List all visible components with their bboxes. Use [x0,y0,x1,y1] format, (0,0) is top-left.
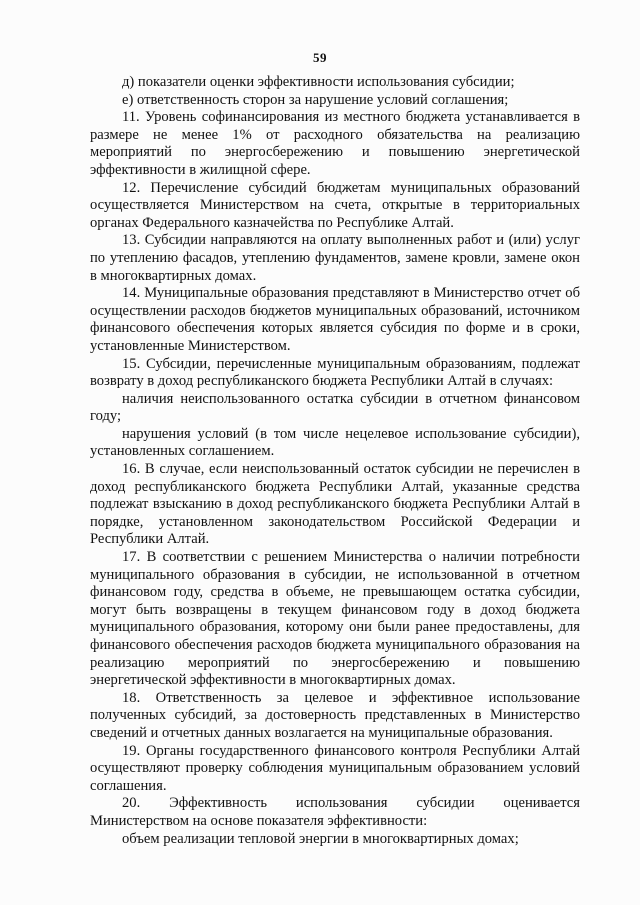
paragraph-15: 15. Субсидии, перечисленные муниципальным образованиям, подлежат возврату в доход республиканского бюджета Республики Алтай в случаях: [90,355,580,390]
paragraph-13: 13. Субсидии направляются на оплату выполненных работ и (или) услуг по утеплению фасадов, утеплению фундаментов, замене кровли, замене окон в многоквартирных домах. [90,232,580,284]
document-body [90,74,580,848]
paragraph-11: 11. Уровень софинансирования из местного бюджета устанавливается в размере не менее 1% от расходного обязательства на реализацию мероприятий по энергосбережению и повышению энергетической эффективности в жилищной сфере. [90,109,580,178]
paragraph-20: 20. Эффективность использования субсидии оценивается Министерством на основе показателя эффективности: [90,795,580,829]
paragraph-15-case-1: наличия неиспользованного остатка субсидии в отчетном финансовом году; [90,390,580,425]
paragraph-14: 14. Муниципальные образования представляют в Министерство отчет об осуществлении расходов бюджетов муниципальных образований, источником финансового обеспечения которых является субсидия по форме и в сроки, установленные Министерством. [90,285,580,354]
page-number: 59 [313,50,327,65]
paragraph-19: 19. Органы государственного финансового контроля Республики Алтай осуществляют проверку соблюдения муниципальным образованием условий соглашения. [90,742,580,794]
paragraph-12: 12. Перечисление субсидий бюджетам муниципальных образований осуществляется Министерством на счета, открытые в территориальных органах Федерального казначейства по Республике Алтай. [90,179,580,231]
paragraph-18: 18. Ответственность за целевое и эффективное использование полученных субсидий, за достоверность представленных в Министерство сведений и отчетных данных возлагается на муниципальные образования. [90,689,580,741]
paragraph-item-d: д) показатели оценки эффективности использования субсидии; [122,74,515,90]
paragraph-16: 16. В случае, если неиспользованный остаток субсидии не перечислен в доход республиканского бюджета Республики Алтай, указанные средства подлежат взысканию в доход республиканского бюджета Республики Алтай в порядке, установленном законодательством Российской Федерации и Республики Алтай. [90,461,580,548]
paragraph-item-e: е) ответственность сторон за нарушение условий соглашения; [122,91,509,108]
paragraph-20-indicator: объем реализации тепловой энергии в многоквартирных домах; [122,830,519,847]
paragraph-15-case-2: нарушения условий (в том числе нецелевое использование субсидии), установленных соглашением. [90,425,580,460]
paragraph-17: 17. В соответствии с решением Министерства о наличии потребности муниципального образования в субсидии, не использованной в отчетном финансовом году, средства в объеме, не превышающем остатка субсидии, могут быть возвращены в текущем финансовом году в доход бюджета муниципального образования, которому они были ранее предоставлены, для финансового обеспечения расходов бюджета муниципального образования на реализацию мероприятий по энергосбережению и повышению энергетической эффективности в многоквартирных домах. [90,549,580,689]
